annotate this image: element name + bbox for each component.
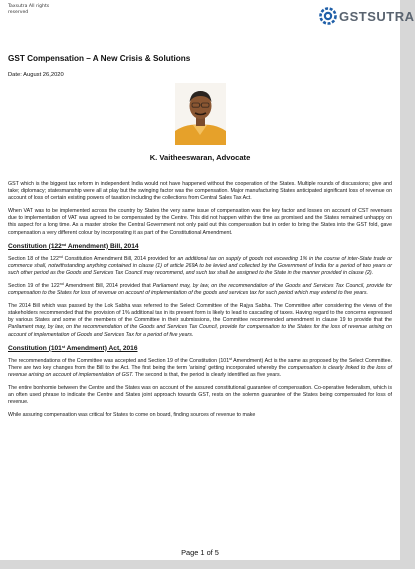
rights-line-1: Taxsutra All rights [8,4,50,9]
article-body [8,181,392,425]
author-name: K. Vaitheeswaran, Advocate [149,153,251,162]
paragraph-vat-compensation: When VAT was to be implemented across the country by States the very same issue of compensation was the key factor and losses on account of CST revenues due to implementation of VAT was agreed to be compensated by the Centre. This did not happen within the time as promised and the States remained unhappy on this aspect for a long time. As a master stroke the Central Government not only paid out this compensation but in order to bring the States into the GST fold, gave compensation a very different colour by incorporating it as part of the Constitutional Amendment. [8,208,392,236]
paragraph-assuring-compensation: While assuring compensation was critical for States to come on board, finding sources of revenue to make [8,412,256,419]
paragraph-section-18: Section 18 of the 122nd Constitution Amendment Bill, 2014 provided for an additional tax on supply of goods not exceeding 1% in the course of inter-State trade or commerce shall, notwithstanding anything contained in clause (1) of article 269A to be levied and collected by the Government of India for a period of two years or such other period as the Goods and Services Tax Council may recommend, and such tax shall be assigned to the State in the manner provided in clause (2). [8,254,392,276]
article-title: GST Compensation – A New Crisis & Solutions [8,54,191,63]
paragraph-bonhomie: The entire bonhomie between the Centre and the States was on account of the assured constitutional guarantee of compensation. Co-operative federalism, which is an often used phrase to indicate the Centre and States joint approach towards GST, rests on the solemn guarantee of the States being compensated for loss of revenue. [8,384,392,406]
section-heading-122nd-bill: Constitution (122nd Amendment) Bill, 2014 [8,242,139,250]
paragraph-intro: GST which is the biggest tax reform in independent India would not have happened without the cooperation of the States. Multiple rounds of discussions; give and take; diplomacy; statesmanship were all at play but the swinging factor was the compensation. Major manufacturing States anticipated significant loss of revenue on account of loss of certain existing powers of taxation including the collections from Central Sales Tax Act. [8,181,392,202]
rights-line-2: reserved [8,9,29,15]
gstsutra-logo [318,6,415,26]
page-number: Page 1 of 5 [0,547,400,560]
rights-notice [8,4,68,15]
gear-logo-icon [318,6,338,26]
paragraph-section-19: Section 19 of the 122nd Amendment Bill, 2014 provided that Parliament may, by law, on the recommendation of the Goods and Services Tax Council, provide for compensation to the States for loss of revenue on account of implementation of the goods and services tax for such period which may extend to five years. [8,281,392,297]
section-heading-101st-act: Constitution (101st Amendment) Act, 2016 [8,344,138,352]
author-photo [175,83,226,145]
paragraph-select-committee: The 2014 Bill which was passed by the Lok Sabha was referred to the Select Committee of the Rajya Sabha. The Committee after considering the views of the stakeholders recommended that the provision of 1% additional tax in its present form is likely to lead to cascading of taxes. Having regard to the concerns expressed by various States and some of the members of the Committee in their submissions, the Committee recommended amendment in clause 19 to provide that the Parliament may, by law, on the recommendation of the Goods and Services Tax Council, provide for compensation to the States for the loss of revenue arising on account of implementation of Goods and Services Tax for a period of five years. [8,303,392,338]
paragraph-recommendations: The recommendations of the Committee was accepted and Section 19 of the Constitution (101st Amendment) Act is the same as proposed by the Select Committee. There are two key changes from the Bill to the Act. The first being the term 'arising' getting incorporated whereby the compensation is clearly linked to the loss of revenue arising on account of implementation of GST. The second is that, the period is clearly identified as five years. [8,356,392,378]
article-date: Date: August 26,2020 [8,72,64,78]
logo-text: GSTSUTRA [339,8,415,24]
